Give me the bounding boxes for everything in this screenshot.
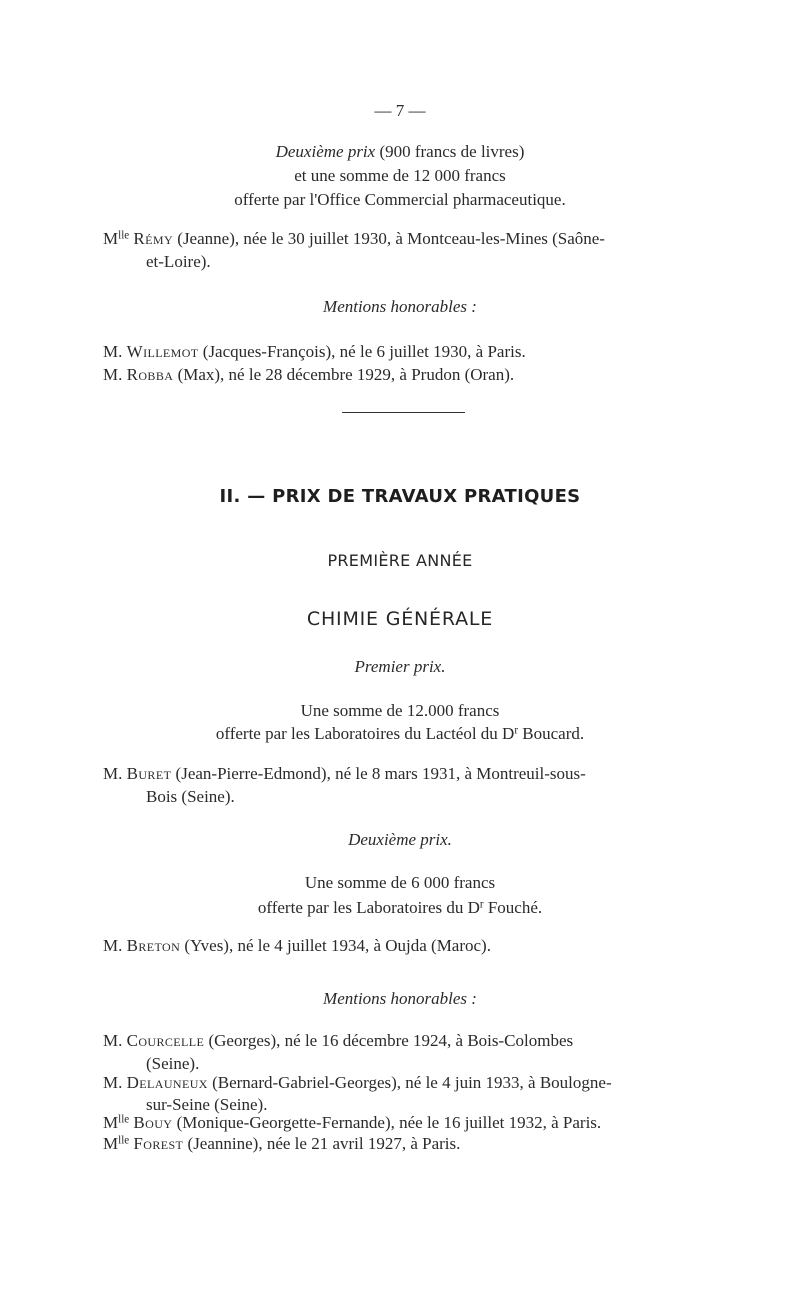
page-number: — 7 — <box>374 101 426 120</box>
mention-name: Bouy <box>133 1113 173 1132</box>
mention-title: M <box>103 1134 119 1153</box>
section-divider <box>342 412 465 413</box>
prize-sponsor: offerte par l'Office Commercial pharmaceutique. <box>234 190 566 209</box>
prize-title-line <box>0 141 800 163</box>
prize-sponsor: offerte par les Laboratoires du $D^r$ Fouché. <box>257 898 543 917</box>
laureate-name: Breton <box>126 936 181 955</box>
mentions-heading: Mentions honorables : <box>323 989 477 1008</box>
laureate-name: Buret <box>126 764 172 783</box>
mention-entry <box>103 1112 601 1134</box>
prize-description: et une somme de 12 000 francs <box>294 166 506 185</box>
laureate-name: Rémy <box>133 229 174 248</box>
year-heading: PREMIÈRE ANNÉE <box>327 551 473 570</box>
mention-name: Willemot <box>126 342 199 361</box>
mention-details-continued: (Seine). <box>146 1054 200 1073</box>
mention-entry <box>103 364 514 386</box>
mention-entry <box>103 1133 460 1155</box>
mention-details: (Max), né le 28 décembre 1929, à Prudon (Oran). <box>173 365 515 384</box>
prize-title-rest: (900 francs de livres) <box>375 142 525 161</box>
mention-title: M. <box>103 342 127 361</box>
laureate-details-continued: et-Loire). <box>146 252 211 271</box>
mention-entry <box>103 1072 612 1094</box>
laureate-details: (Jeanne), née le 30 juillet 1930, à Montceau-les-Mines (Saône- <box>173 229 605 248</box>
prize-sponsor: offerte par les Laboratoires du Lactéol du $D^r$ Boucard. <box>215 724 585 743</box>
laureate-entry <box>103 228 605 250</box>
prize-description: Une somme de 12.000 francs <box>300 701 500 720</box>
mention-title: M. <box>103 365 127 384</box>
mention-name: Robba <box>126 365 174 384</box>
laureate-title: M <box>103 229 119 248</box>
laureate-title-suffix: lle <box>118 229 130 242</box>
mention-name: Courcelle <box>126 1031 205 1050</box>
mention-title: M. <box>103 1031 127 1050</box>
laureate-title: M. <box>103 764 127 783</box>
mentions-heading: Mentions honorables : <box>323 297 477 316</box>
mention-title-suffix: lle <box>118 1134 130 1147</box>
mention-details: (Jeannine), née le 21 avril 1927, à Paris. <box>183 1134 461 1153</box>
mention-entry <box>103 1030 573 1052</box>
laureate-entry <box>103 763 586 785</box>
mention-entry <box>103 341 526 363</box>
mention-details: (Jacques-François), né le 6 juillet 1930, à Paris. <box>198 342 526 361</box>
mention-title: M. <box>103 1073 127 1092</box>
mention-details: (Bernard-Gabriel-Georges), né le 4 juin 1933, à Boulogne- <box>207 1073 612 1092</box>
laureate-details: (Yves), né le 4 juillet 1934, à Oujda (Maroc). <box>180 936 491 955</box>
mention-details-continued: sur-Seine (Seine). <box>146 1095 268 1114</box>
mention-details: (Monique-Georgette-Fernande), née le 16 juillet 1932, à Paris. <box>172 1113 602 1132</box>
mention-title: M <box>103 1113 119 1132</box>
prize-title: Premier prix. <box>354 657 446 676</box>
laureate-details-continued: Bois (Seine). <box>146 787 235 806</box>
prize-title: Deuxième prix. <box>348 830 452 849</box>
laureate-details: (Jean-Pierre-Edmond), né le 8 mars 1931, à Montreuil-sous- <box>171 764 586 783</box>
mention-name: Forest <box>133 1134 184 1153</box>
section-heading: II. — PRIX DE TRAVAUX PRATIQUES <box>219 486 581 507</box>
mention-details: (Georges), né le 16 décembre 1924, à Bois-Colombes <box>204 1031 574 1050</box>
subject-heading: CHIMIE GÉNÉRALE <box>306 608 494 630</box>
prize-title: Deuxième prix <box>275 142 376 161</box>
mention-name: Delauneux <box>126 1073 208 1092</box>
laureate-title: M. <box>103 936 127 955</box>
laureate-entry <box>103 935 491 957</box>
prize-description: Une somme de 6 000 francs <box>304 873 496 892</box>
mention-title-suffix: lle <box>118 1113 130 1126</box>
